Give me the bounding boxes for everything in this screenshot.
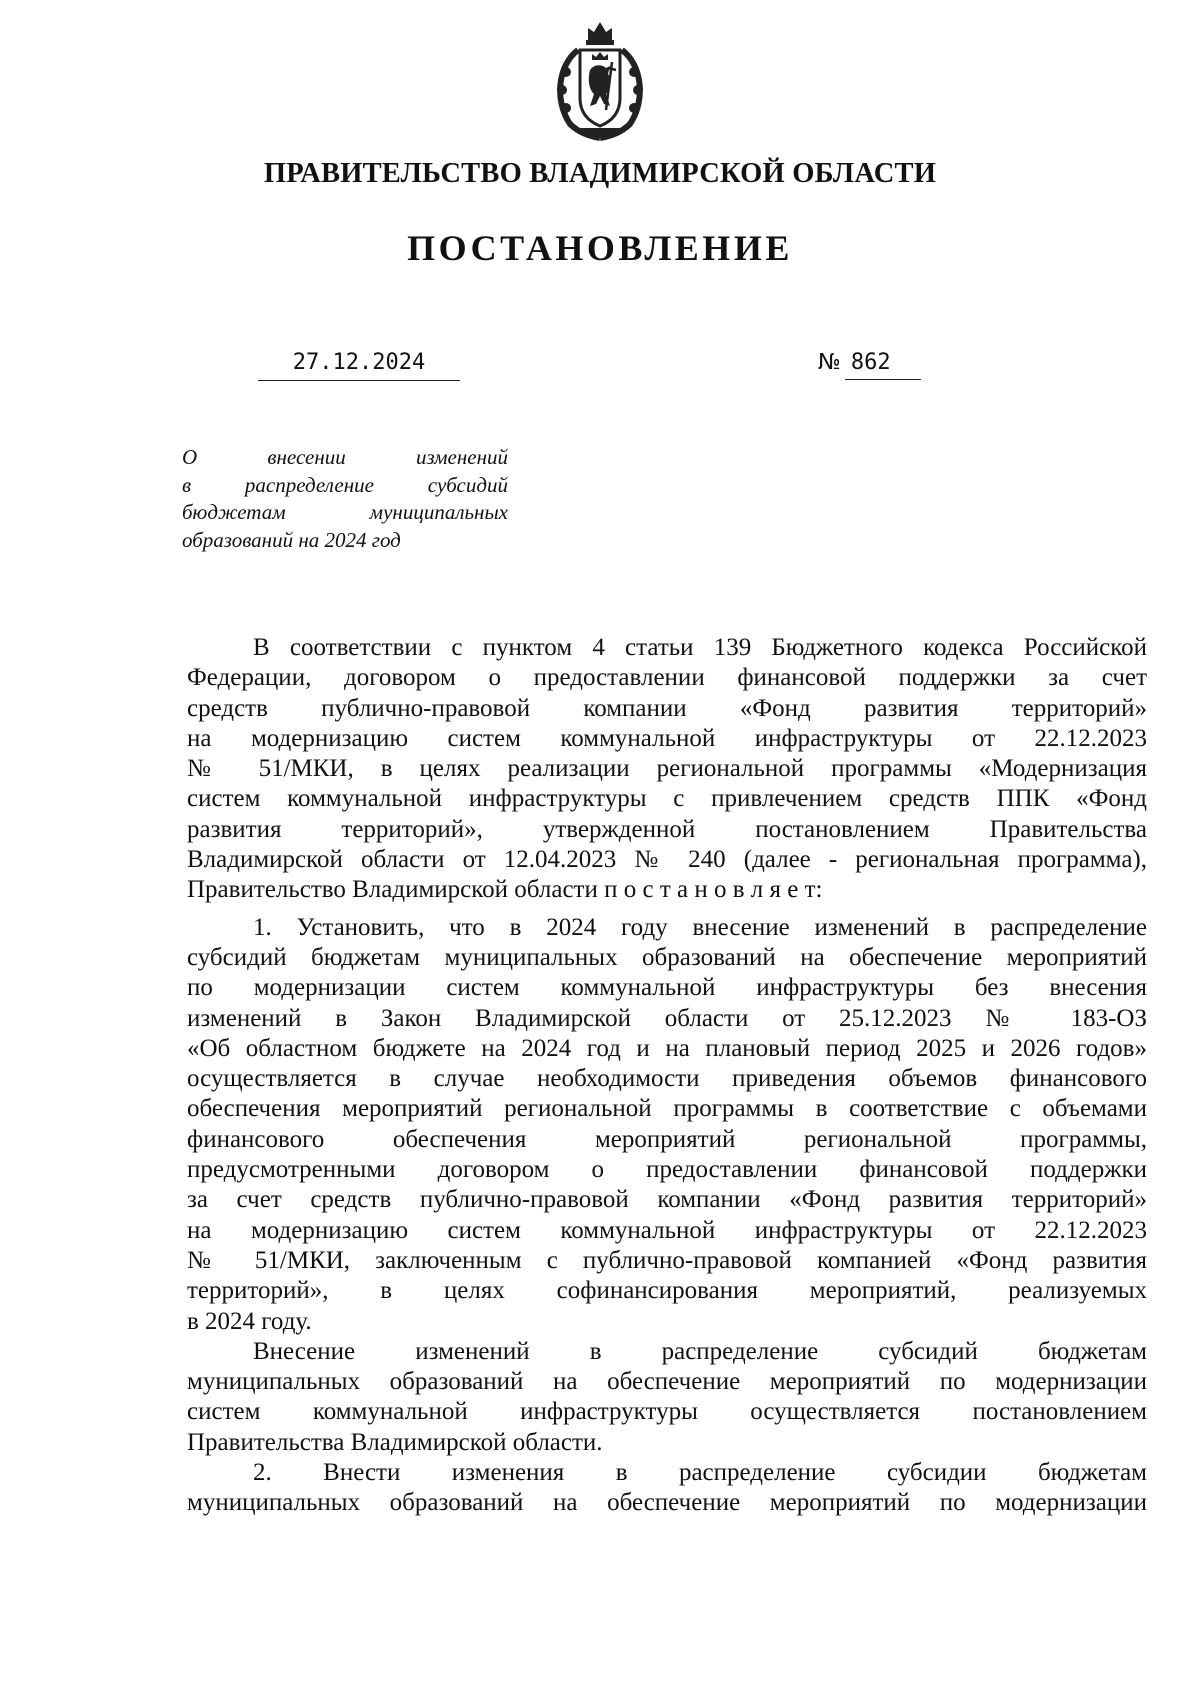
text-line: систем коммунальной инфраструктуры с привлечением средств ППК «Фонд <box>187 785 1147 813</box>
text-line: осуществляется в случае необходимости приведения объемов финансового <box>187 1065 1147 1093</box>
text-line: предусмотренными договором о предоставлении финансовой поддержки <box>187 1156 1147 1184</box>
text-line: В соответствии с пунктом 4 статьи 139 Бюджетного кодекса Российской <box>253 634 1147 661</box>
text-line: на модернизацию систем коммунальной инфраструктуры от 22.12.2023 <box>187 724 1147 752</box>
text-line: развития территорий», утвержденной постановлением Правительства <box>187 815 1147 843</box>
text-line: средств публично-правовой компании «Фонд развития территорий» <box>187 694 1147 722</box>
text-line: «Об областном бюджете на 2024 год и на плановый период 2025 и 2026 годов» <box>187 1034 1147 1062</box>
subject-line: О внесении изменений <box>182 445 508 469</box>
text-line: финансового обеспечения мероприятий региональной программы, <box>187 1125 1147 1153</box>
text-line: изменений в Закон Владимирской области от 25.12.2023 № 183-ОЗ <box>187 1004 1147 1032</box>
text-line: обеспечения мероприятий региональной программы в соответствие с объемами <box>187 1095 1147 1123</box>
coat-of-arms-icon <box>548 20 652 142</box>
document-number: 862 <box>845 350 921 380</box>
organization-name: ПРАВИТЕЛЬСТВО ВЛАДИМИРСКОЙ ОБЛАСТИ <box>263 158 937 189</box>
text-line: 2. Внести изменения в распределение субсидии бюджетам <box>253 1459 1147 1487</box>
text-line: по модернизации систем коммунальной инфраструктуры без внесения <box>187 974 1147 1002</box>
subject-line: в распределение субсидий <box>182 472 508 497</box>
preamble-paragraph <box>187 633 1147 906</box>
document-body <box>187 633 1147 1519</box>
text-line: муниципальных образований на обеспечение мероприятий по модернизации <box>187 1368 1147 1396</box>
text-line: систем коммунальной инфраструктуры осуществляется постановлением <box>187 1398 1147 1426</box>
document-date-field <box>258 350 460 381</box>
text-line: 1. Установить, что в 2024 году внесение изменений в распределение <box>253 913 1147 941</box>
item-1-paragraph <box>187 913 1147 1337</box>
text-line: Федерации, договором о предоставлении финансовой поддержки за счет <box>187 664 1147 692</box>
subject-line: бюджетам муниципальных <box>182 500 508 524</box>
text-line: территорий», в целях софинансирования мероприятий, реализуемых <box>187 1277 1147 1305</box>
document-type: ПОСТАНОВЛЕНИЕ <box>407 228 793 268</box>
text-line: на модернизацию систем коммунальной инфраструктуры от 22.12.2023 <box>187 1216 1147 1244</box>
document-date: 27.12.2024 <box>292 350 426 375</box>
document-number-field <box>818 350 921 380</box>
number-sign: № <box>818 350 841 375</box>
text-line: Внесение изменений в распределение субсидий бюджетам <box>253 1337 1147 1365</box>
text-line: субсидий бюджетам муниципальных образований на обеспечение мероприятий <box>187 943 1147 971</box>
subject-line: образований на 2024 год <box>182 527 401 552</box>
text-line: Правительство Владимирской области п о с т а н о в л я е т: <box>187 876 823 904</box>
item-1-paragraph-2 <box>187 1337 1147 1458</box>
text-line: № 51/МКИ, в целях реализации региональной программы «Модернизация <box>187 755 1147 783</box>
text-line: № 51/МКИ, заключенным с публично-правовой компанией «Фонд развития <box>187 1246 1147 1274</box>
text-line: муниципальных образований на обеспечение мероприятий по модернизации <box>187 1489 1147 1517</box>
text-line: Владимирской области от 12.04.2023 № 240 (далее - региональная программа), <box>187 846 1147 874</box>
text-line: Правительства Владимирской области. <box>187 1428 603 1456</box>
item-2-paragraph <box>187 1458 1147 1519</box>
document-subject <box>182 444 508 554</box>
text-line: за счет средств публично-правовой компании «Фонд развития территорий» <box>187 1186 1147 1214</box>
text-line: в 2024 году. <box>187 1307 312 1335</box>
